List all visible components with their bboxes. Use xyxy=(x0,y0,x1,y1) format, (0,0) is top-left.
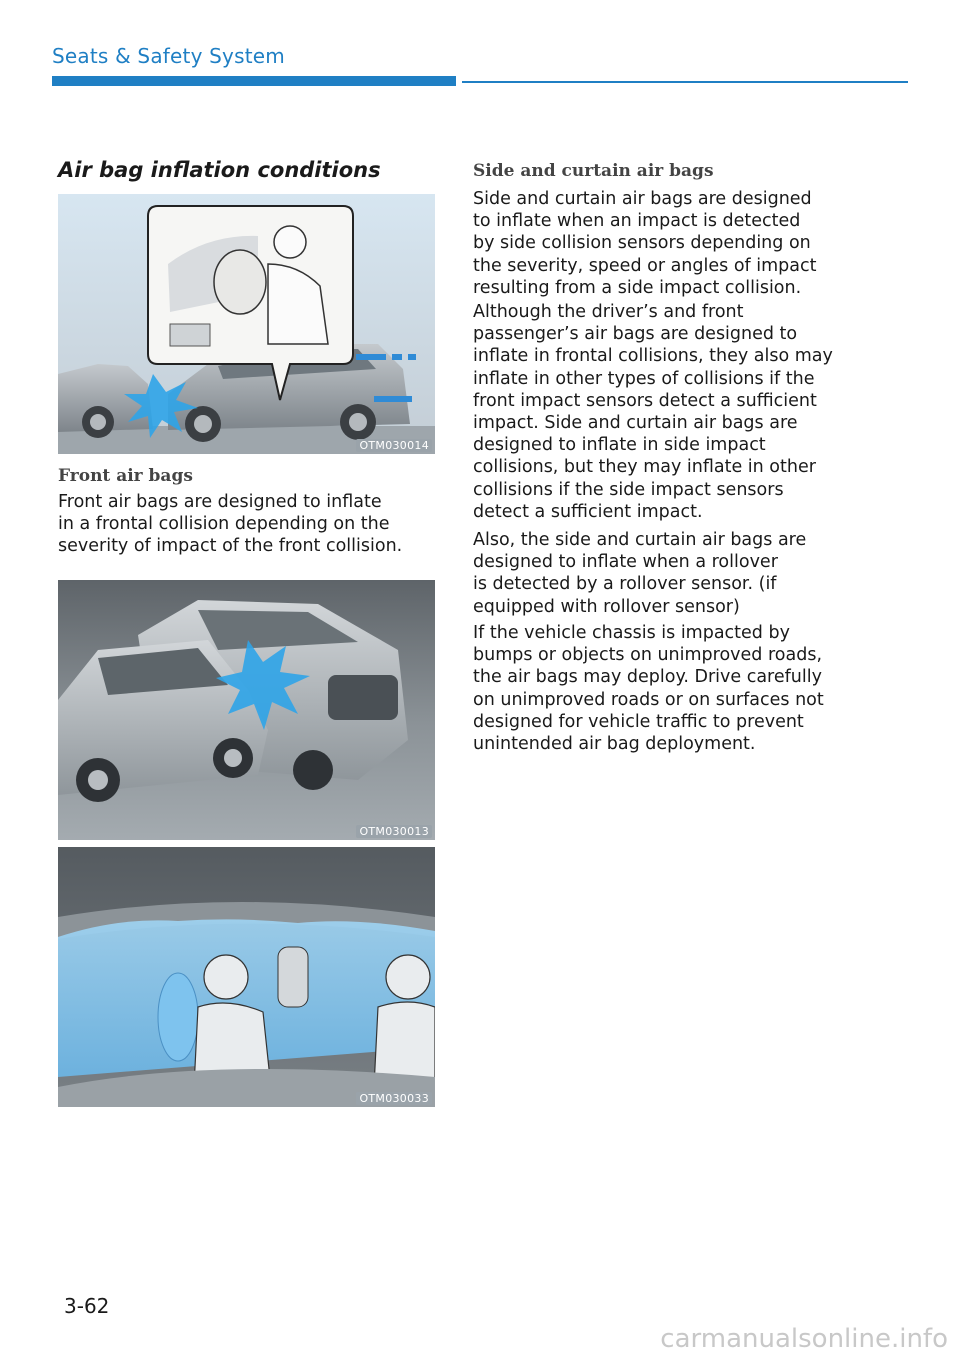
paragraph-3: Also, the side and curtain air bags are designed to inflate when a rollover is detected by a rollover sensor. (if equipped with rollover sensor) xyxy=(473,530,807,617)
section-header: Seats & Safety System xyxy=(52,44,285,68)
paragraph-1: Side and curtain air bags are designed to inflate when an impact is detected by side collision sensors depending on the severity, speed or angles of impact resulting from a side impact collision. xyxy=(473,189,817,298)
figure-curtain-airbag xyxy=(58,847,435,1107)
figure-frontal-collision xyxy=(58,194,435,454)
figure-code: OTM030013 xyxy=(356,825,432,838)
figure-code: OTM030033 xyxy=(356,1092,432,1105)
paragraph-2: Although the driver’s and front passenger’s air bags are designed to inflate in frontal collisions, they also may inflate in other types of collisions if the front impact sensors detect a sufficient impact. Side and curtain air bags are designed to inflate in side impact collisions, but they may inflate in other collisions if the side impact sensors detect a sufficient impact. xyxy=(473,302,833,522)
header-rule-thick xyxy=(52,76,456,86)
side-curtain-subhead: Side and curtain air bags xyxy=(473,161,714,181)
frontal-collision-illustration xyxy=(58,194,435,454)
front-airbags-text: Front air bags are designed to inflate in a frontal collision depending on the severity of impact of the front collision. xyxy=(58,492,403,557)
section-title: Air bag inflation conditions xyxy=(58,158,381,182)
offset-collision-illustration xyxy=(58,580,435,840)
page-number: 3-62 xyxy=(64,1294,110,1318)
watermark-text: carmanualsonline.info xyxy=(660,1324,948,1354)
paragraph-4: If the vehicle chassis is impacted by bumps or objects on unimproved roads, the air bags may deploy. Drive carefully on unimproved roads or on surfaces not designed for vehicle traffic to prevent unintended air bag deployment. xyxy=(473,623,824,755)
front-airbags-subhead: Front air bags xyxy=(58,466,193,486)
header-rule-thin xyxy=(462,81,908,83)
curtain-airbag-illustration xyxy=(58,847,435,1107)
figure-code: OTM030014 xyxy=(356,439,432,452)
figure-offset-collision xyxy=(58,580,435,840)
